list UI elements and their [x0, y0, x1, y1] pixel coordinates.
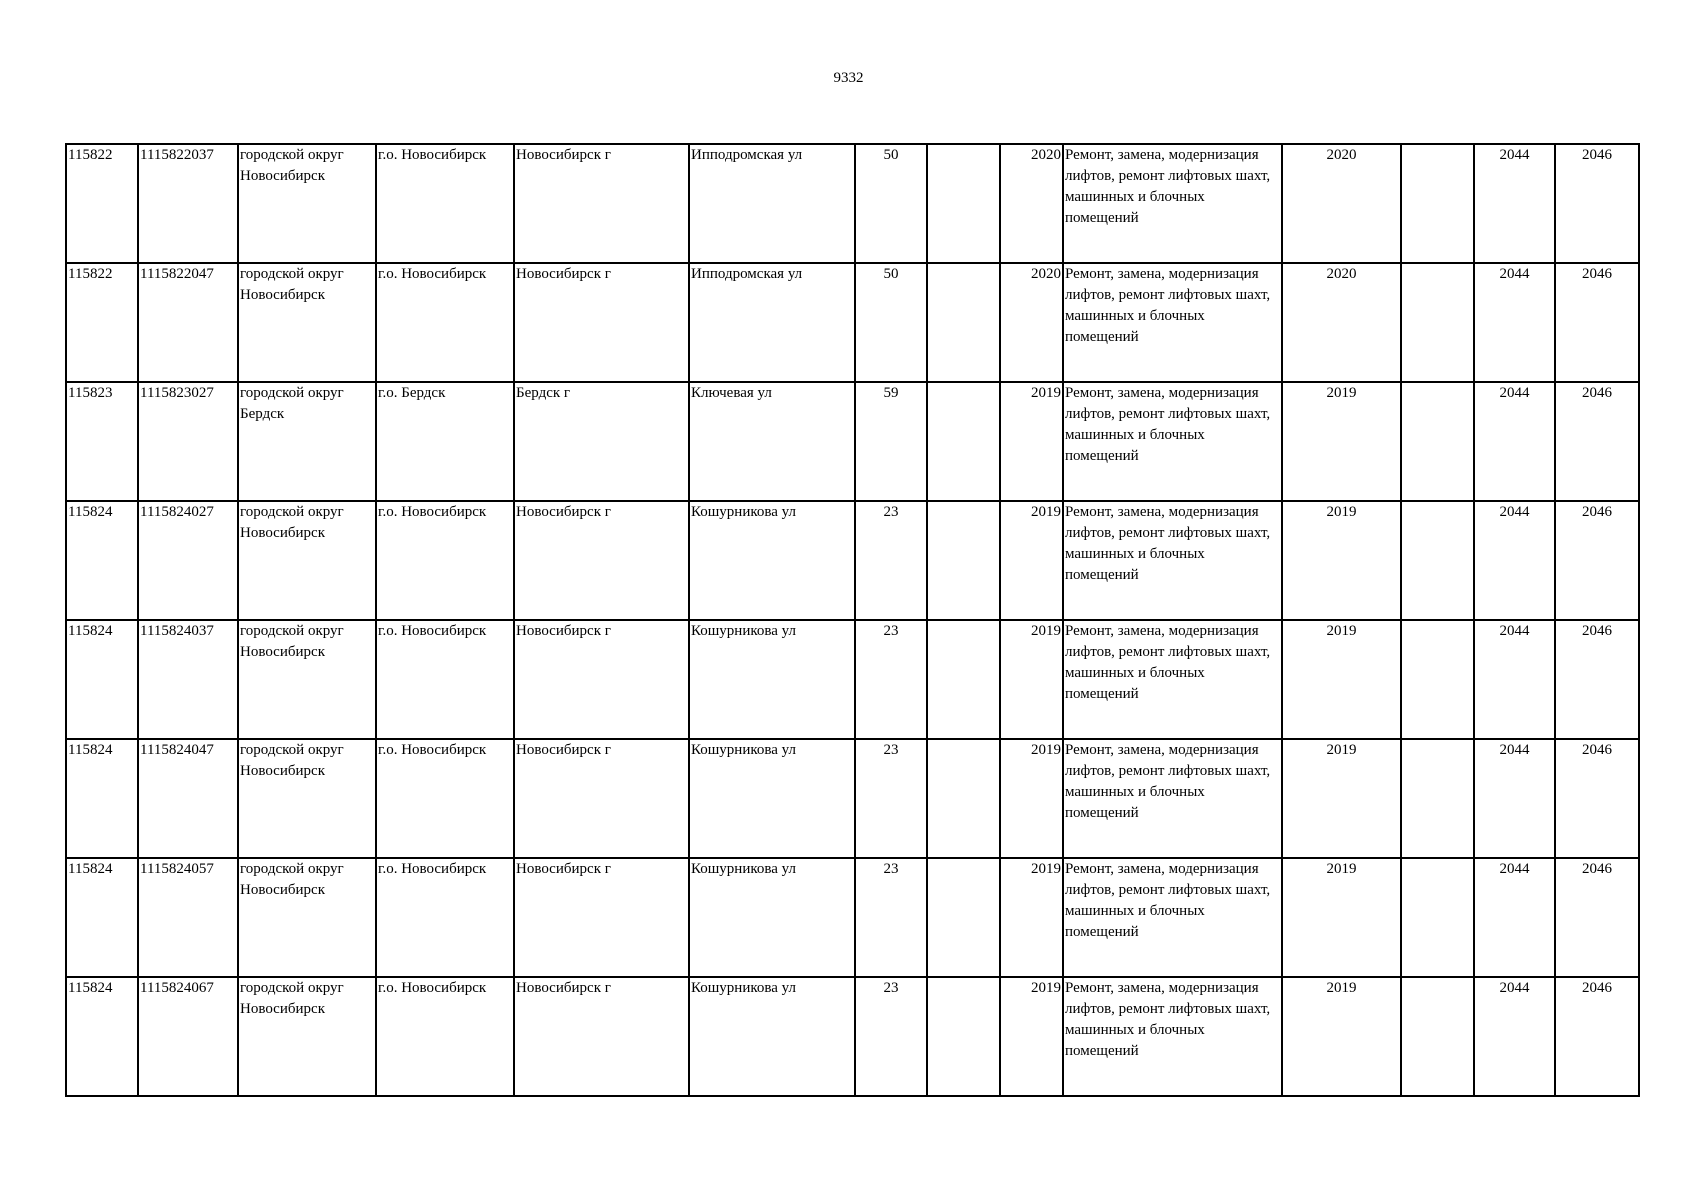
- cell-blank: [1401, 739, 1474, 858]
- cell-blank: [1401, 620, 1474, 739]
- cell-blank: [1401, 858, 1474, 977]
- cell-locality: Новосибирск г: [514, 620, 689, 739]
- cell-blank: [1401, 263, 1474, 382]
- page-number: 9332: [833, 70, 864, 86]
- cell-period-end: 2046: [1555, 501, 1639, 620]
- table-row: [66, 620, 1639, 739]
- cell-locality: Новосибирск г: [514, 977, 689, 1096]
- cell-id: 115823: [66, 382, 138, 501]
- cell-plan-year: 2019: [1282, 382, 1401, 501]
- cell-period-start: 2044: [1474, 739, 1555, 858]
- cell-locality: Новосибирск г: [514, 739, 689, 858]
- cell-extra: [927, 263, 1000, 382]
- cell-period-end: 2046: [1555, 144, 1639, 263]
- cell-blank: [1401, 501, 1474, 620]
- table-row: [66, 977, 1639, 1096]
- cell-house: 23: [855, 977, 927, 1096]
- cell-work-type: Ремонт, замена, модернизация лифтов, ремонт лифтовых шахт, машинных и блочных помещений: [1063, 977, 1282, 1096]
- cell-extra: [927, 144, 1000, 263]
- cell-plan-year: 2019: [1282, 858, 1401, 977]
- cell-municipality: г.о. Новосибирск: [376, 263, 514, 382]
- cell-locality: Новосибирск г: [514, 858, 689, 977]
- table-row: [66, 144, 1639, 263]
- cell-id: 115824: [66, 739, 138, 858]
- cell-id: 115822: [66, 144, 138, 263]
- cell-blank: [1401, 144, 1474, 263]
- cell-year: 2019: [1000, 501, 1063, 620]
- cell-period-start: 2044: [1474, 144, 1555, 263]
- cell-extra: [927, 739, 1000, 858]
- cell-year: 2019: [1000, 858, 1063, 977]
- cell-extra: [927, 620, 1000, 739]
- cell-district: городской округ Новосибирск: [238, 144, 376, 263]
- cell-municipality: г.о. Новосибирск: [376, 620, 514, 739]
- cell-district: городской округ Новосибирск: [238, 263, 376, 382]
- cell-municipality: г.о. Новосибирск: [376, 144, 514, 263]
- cell-house: 50: [855, 263, 927, 382]
- cell-street: Ипподромская ул: [689, 263, 855, 382]
- cell-plan-year: 2019: [1282, 620, 1401, 739]
- cell-street: Ипподромская ул: [689, 144, 855, 263]
- cell-municipality: г.о. Новосибирск: [376, 501, 514, 620]
- cell-period-start: 2044: [1474, 620, 1555, 739]
- table-body: [66, 144, 1639, 1096]
- cell-year: 2020: [1000, 144, 1063, 263]
- cell-period-end: 2046: [1555, 382, 1639, 501]
- cell-house: 59: [855, 382, 927, 501]
- cell-id: 115824: [66, 977, 138, 1096]
- cell-blank: [1401, 382, 1474, 501]
- cell-district: городской округ Бердск: [238, 382, 376, 501]
- cell-work-type: Ремонт, замена, модернизация лифтов, ремонт лифтовых шахт, машинных и блочных помещений: [1063, 501, 1282, 620]
- cell-code: 1115824067: [138, 977, 238, 1096]
- cell-code: 1115823027: [138, 382, 238, 501]
- cell-period-start: 2044: [1474, 382, 1555, 501]
- cell-work-type: Ремонт, замена, модернизация лифтов, ремонт лифтовых шахт, машинных и блочных помещений: [1063, 620, 1282, 739]
- cell-year: 2020: [1000, 263, 1063, 382]
- cell-locality: Бердск г: [514, 382, 689, 501]
- cell-district: городской округ Новосибирск: [238, 739, 376, 858]
- cell-work-type: Ремонт, замена, модернизация лифтов, ремонт лифтовых шахт, машинных и блочных помещений: [1063, 263, 1282, 382]
- table-row: [66, 263, 1639, 382]
- cell-code: 1115824057: [138, 858, 238, 977]
- cell-house: 50: [855, 144, 927, 263]
- cell-district: городской округ Новосибирск: [238, 501, 376, 620]
- cell-plan-year: 2020: [1282, 263, 1401, 382]
- cell-plan-year: 2020: [1282, 144, 1401, 263]
- cell-district: городской округ Новосибирск: [238, 858, 376, 977]
- cell-period-end: 2046: [1555, 977, 1639, 1096]
- cell-period-end: 2046: [1555, 620, 1639, 739]
- cell-period-start: 2044: [1474, 858, 1555, 977]
- cell-extra: [927, 858, 1000, 977]
- cell-id: 115824: [66, 858, 138, 977]
- cell-district: городской округ Новосибирск: [238, 620, 376, 739]
- cell-district: городской округ Новосибирск: [238, 977, 376, 1096]
- cell-extra: [927, 501, 1000, 620]
- cell-code: 1115824047: [138, 739, 238, 858]
- table-row: [66, 739, 1639, 858]
- cell-period-start: 2044: [1474, 263, 1555, 382]
- cell-house: 23: [855, 620, 927, 739]
- cell-id: 115824: [66, 620, 138, 739]
- cell-period-start: 2044: [1474, 501, 1555, 620]
- cell-street: Ключевая ул: [689, 382, 855, 501]
- cell-year: 2019: [1000, 382, 1063, 501]
- cell-period-start: 2044: [1474, 977, 1555, 1096]
- cell-street: Кошурникова ул: [689, 977, 855, 1096]
- table-row: [66, 382, 1639, 501]
- cell-locality: Новосибирск г: [514, 144, 689, 263]
- cell-street: Кошурникова ул: [689, 501, 855, 620]
- cell-period-end: 2046: [1555, 739, 1639, 858]
- cell-plan-year: 2019: [1282, 501, 1401, 620]
- cell-code: 1115822037: [138, 144, 238, 263]
- cell-municipality: г.о. Новосибирск: [376, 858, 514, 977]
- cell-locality: Новосибирск г: [514, 263, 689, 382]
- cell-work-type: Ремонт, замена, модернизация лифтов, ремонт лифтовых шахт, машинных и блочных помещений: [1063, 858, 1282, 977]
- cell-street: Кошурникова ул: [689, 620, 855, 739]
- cell-period-end: 2046: [1555, 858, 1639, 977]
- cell-plan-year: 2019: [1282, 977, 1401, 1096]
- cell-code: 1115824037: [138, 620, 238, 739]
- cell-street: Кошурникова ул: [689, 858, 855, 977]
- cell-code: 1115822047: [138, 263, 238, 382]
- cell-house: 23: [855, 858, 927, 977]
- cell-street: Кошурникова ул: [689, 739, 855, 858]
- cell-house: 23: [855, 739, 927, 858]
- table-row: [66, 501, 1639, 620]
- cell-municipality: г.о. Новосибирск: [376, 977, 514, 1096]
- cell-municipality: г.о. Новосибирск: [376, 739, 514, 858]
- cell-work-type: Ремонт, замена, модернизация лифтов, ремонт лифтовых шахт, машинных и блочных помещений: [1063, 144, 1282, 263]
- cell-id: 115824: [66, 501, 138, 620]
- cell-period-end: 2046: [1555, 263, 1639, 382]
- cell-locality: Новосибирск г: [514, 501, 689, 620]
- register-table: [65, 143, 1640, 1097]
- cell-year: 2019: [1000, 620, 1063, 739]
- cell-plan-year: 2019: [1282, 739, 1401, 858]
- cell-municipality: г.о. Бердск: [376, 382, 514, 501]
- cell-work-type: Ремонт, замена, модернизация лифтов, ремонт лифтовых шахт, машинных и блочных помещений: [1063, 382, 1282, 501]
- cell-house: 23: [855, 501, 927, 620]
- cell-year: 2019: [1000, 977, 1063, 1096]
- cell-work-type: Ремонт, замена, модернизация лифтов, ремонт лифтовых шахт, машинных и блочных помещений: [1063, 739, 1282, 858]
- cell-blank: [1401, 977, 1474, 1096]
- cell-code: 1115824027: [138, 501, 238, 620]
- cell-extra: [927, 382, 1000, 501]
- cell-id: 115822: [66, 263, 138, 382]
- table-row: [66, 858, 1639, 977]
- cell-extra: [927, 977, 1000, 1096]
- cell-year: 2019: [1000, 739, 1063, 858]
